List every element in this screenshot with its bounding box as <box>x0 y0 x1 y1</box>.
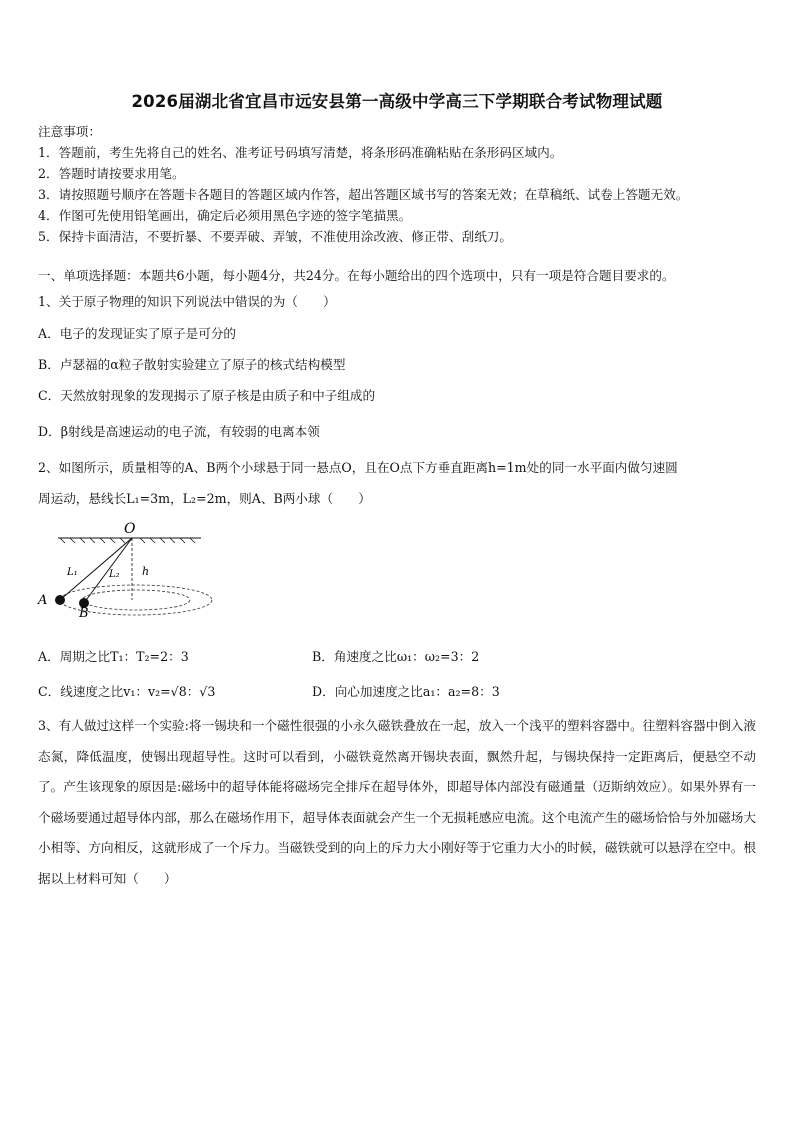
q2-option-b: B．角速度之比ω₁：ω₂=3：2 <box>312 649 480 664</box>
q1-stem: 1、关于原子物理的知识下列说法中错误的为（ ） <box>38 294 336 309</box>
notice-item-4: 4．作图可先使用铅笔画出，确定后必须用黑色字迹的签字笔描黑。 <box>38 208 412 223</box>
notice-heading: 注意事项： <box>38 124 101 139</box>
notice-item-1: 1．答题前，考生先将自己的姓名、准考证号码填写清楚，将条形码准确粘贴在条形码区域内。 <box>38 145 563 160</box>
label-l2: L₂ <box>109 569 120 580</box>
notice-item-2: 2．答题时请按要求用笔。 <box>38 166 185 181</box>
q2-stem-line1: 2、如图所示，质量相等的A、B两个小球悬于同一悬点O，且在O点下方垂直距离h=1m处的同一水平面内做匀速圆 <box>38 460 678 475</box>
section-heading: 一、单项选择题：本题共6小题，每小题4分，共24分。在每小题给出的四个选项中，只有一项是符合题目要求的。 <box>38 268 675 283</box>
q2-option-d: D．向心加速度之比a₁：a₂=8：3 <box>312 684 500 699</box>
q2-option-c: C．线速度之比v₁：v₂=√8：√3 <box>38 684 216 699</box>
q2-option-a: A．周期之比T₁：T₂=2：3 <box>38 649 189 664</box>
pendulum-figure <box>36 520 226 620</box>
q1-option-c: C．天然放射现象的发现揭示了原子核是由质子和中子组成的 <box>38 388 376 403</box>
label-o: O <box>124 521 136 537</box>
notice-item-3: 3．请按照题号顺序在答题卡各题目的答题区域内作答，超出答题区域书写的答案无效；在草稿纸、试卷上答题无效。 <box>38 187 689 202</box>
notice-item-5: 5．保持卡面清洁，不要折暴、不要弄破、弄皱，不准使用涂改液、修正带、刮纸刀。 <box>38 229 512 244</box>
label-a: A <box>38 593 48 608</box>
q1-option-d: D．β射线是高速运动的电子流，有较弱的电离本领 <box>38 424 320 439</box>
q3-stem: 3、有人做过这样一个实验:将一锡块和一个磁性很强的小永久磁铁叠放在一起，放入一个浅平的塑料容器中。往塑料容器中倒入液态氮，降低温度，使锡出现超导性。这时可以看到，小磁铁竟然离开锡块表面，飘然升起，与锡块保持一定距离后，便悬空不动了。产生该现象的原因是:磁场中的超导体能将磁场完全排斥在超导体外，即超导体内部没有磁通量（迈斯纳效应）。如果外界有一个磁场要通过超导体内部，那么在磁场作用下，超导体表面就会产生一个无损耗感应电流。这个电流产生的磁场恰恰与外加磁场大小相等、方向相反，这就形成了一个斥力。当磁铁受到的向上的斥力大小刚好等于它重力大小的时候，磁铁就可以悬浮在空中。根据以上材料可知（ ） <box>38 718 756 886</box>
label-h: h <box>142 565 150 578</box>
label-l1: L₁ <box>67 567 78 578</box>
q1-option-a: A．电子的发现证实了原子是可分的 <box>38 326 237 341</box>
label-b: B <box>79 606 89 620</box>
exam-title: 2026届湖北省宜昌市远安县第一高级中学高三下学期联合考试物理试题 <box>131 92 663 111</box>
q1-option-b: B．卢瑟福的α粒子散射实验建立了原子的核式结构模型 <box>38 357 346 372</box>
q2-stem-line2: 周运动，悬线长L₁=3m，L₂=2m，则A、B两小球（ ） <box>38 491 371 506</box>
